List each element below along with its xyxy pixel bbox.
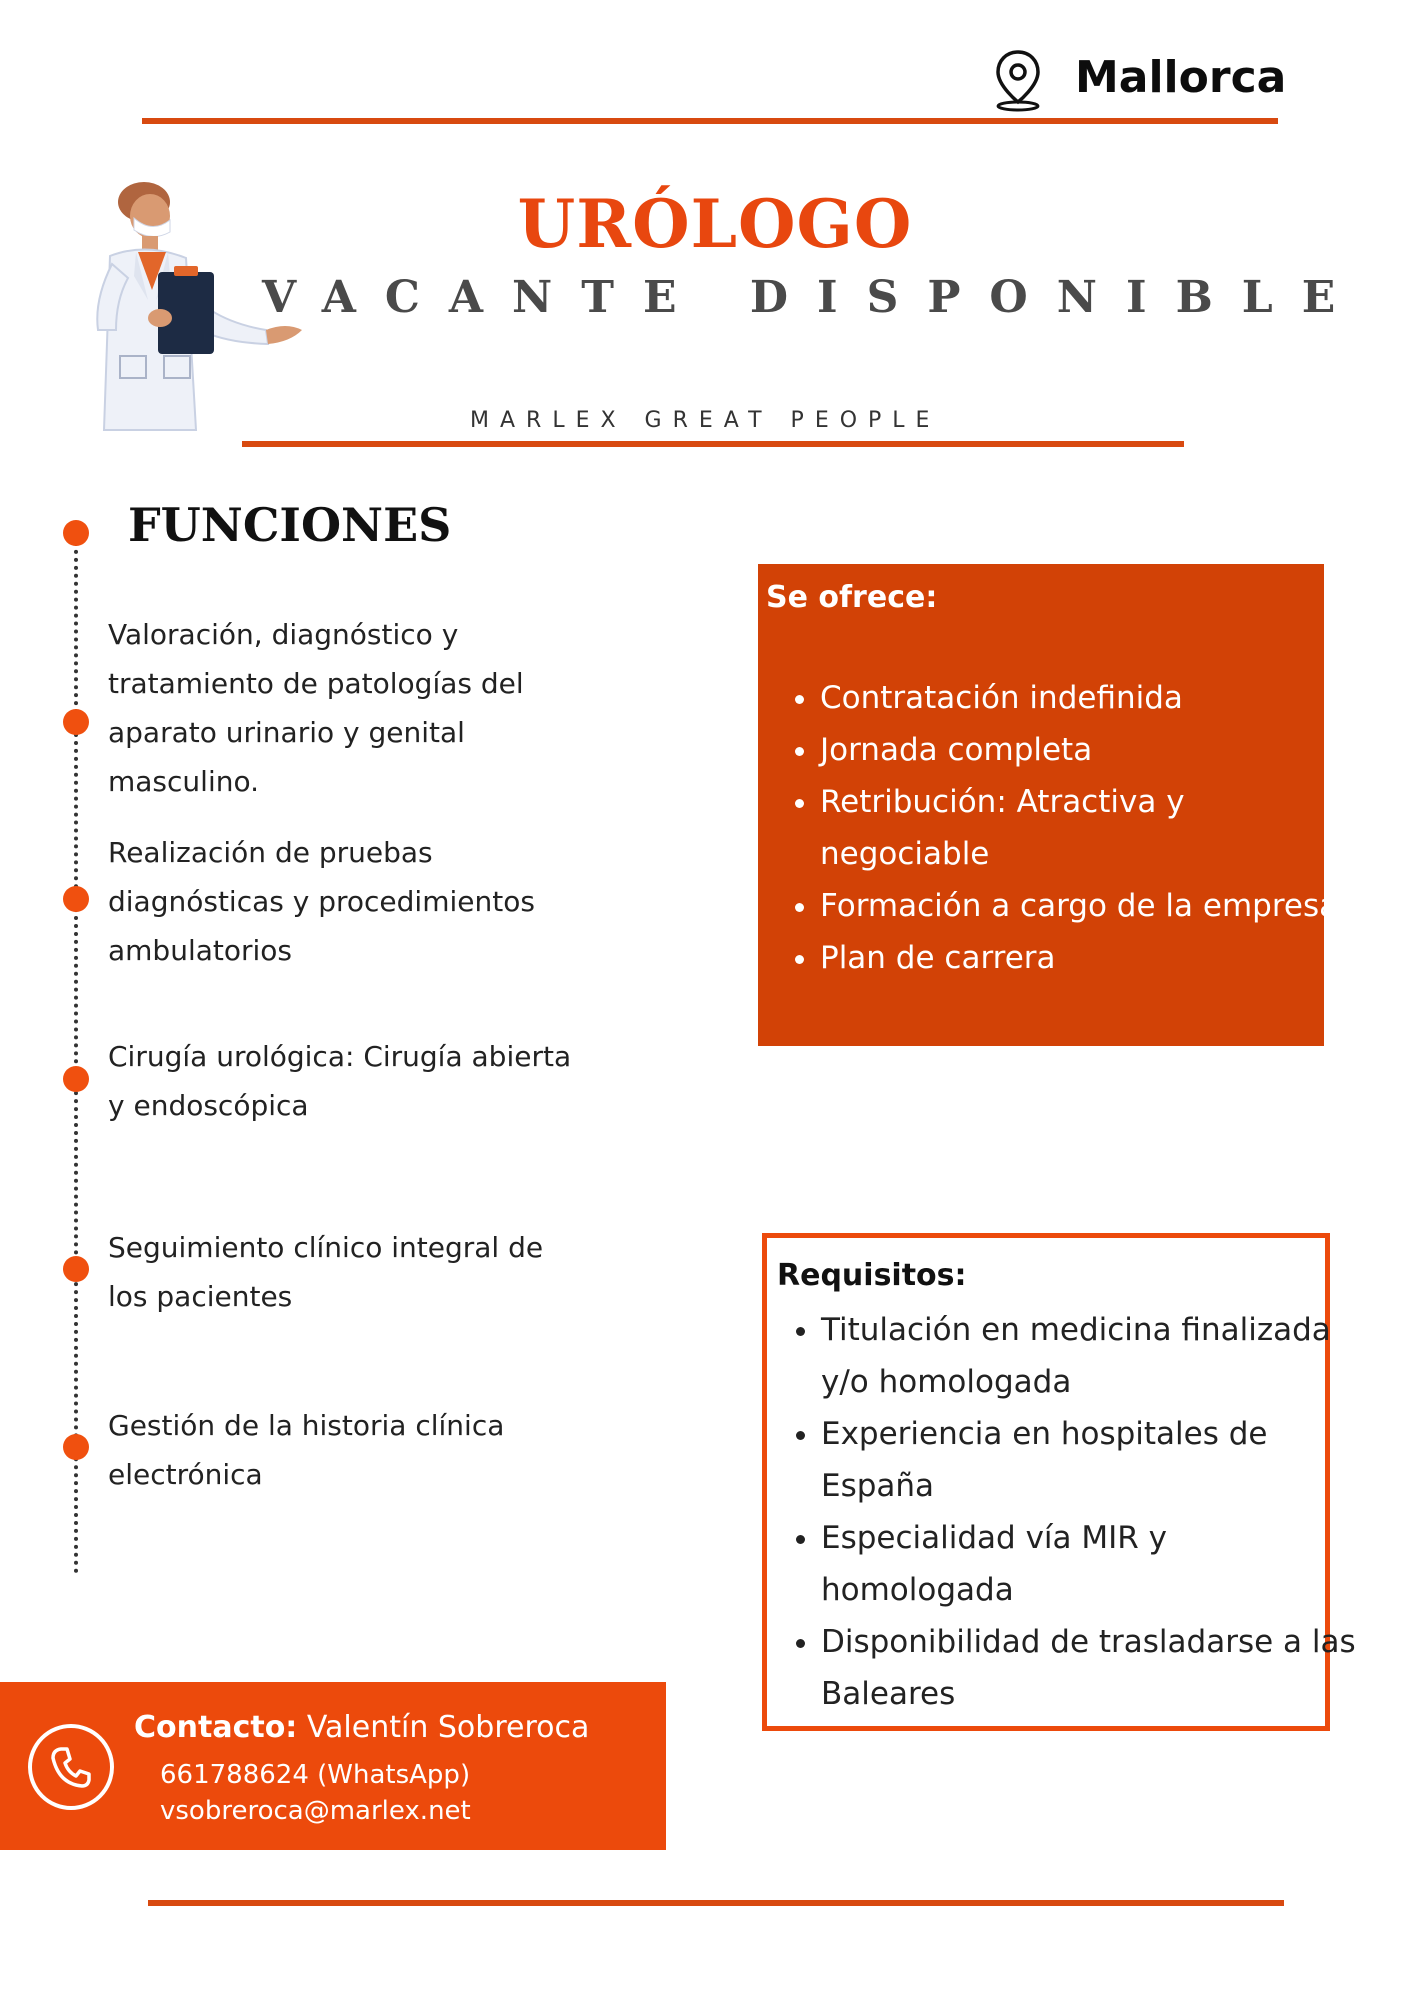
contact-email[interactable]: vsobreroca@marlex.net — [160, 1796, 471, 1826]
funcion-item: Valoración, diagnóstico y tratamiento de patologías del aparato urinario y genital masculino. — [108, 618, 524, 798]
requirements-box — [762, 1233, 1356, 1731]
page-title: URÓLOGO — [517, 185, 913, 263]
contact-name: Valentín Sobreroca — [306, 1710, 590, 1745]
location-label: Mallorca — [1075, 52, 1287, 103]
requirement-item: • Titulación en medicina finalizada y/o homologada — [821, 1304, 1361, 1408]
timeline-dot — [63, 886, 89, 912]
requirements-list — [783, 1304, 1361, 1720]
contact-panel — [0, 1682, 666, 1850]
offer-item: • Retribución: Atractiva y negociable — [820, 776, 1350, 880]
timeline-dot — [63, 1434, 89, 1460]
timeline-dot — [63, 709, 89, 735]
brand-name: MARLEX GREAT PEOPLE — [470, 408, 941, 433]
funcion-item: Realización de pruebas diagnósticas y procedimientos ambulatorios — [108, 836, 535, 967]
contact-phone[interactable]: 661788624 (WhatsApp) — [160, 1760, 471, 1790]
bottom-divider — [148, 1900, 1284, 1906]
offer-item: • Contratación indefinida — [820, 672, 1350, 724]
offer-item: • Formación a cargo de la empresa — [820, 880, 1350, 932]
requirement-item: • Especialidad vía MIR y homologada — [821, 1512, 1361, 1616]
contact-name-line — [134, 1710, 589, 1745]
header-divider — [242, 441, 1184, 447]
offer-heading: Se ofrece: — [766, 580, 938, 615]
funcion-item: Gestión de la historia clínica electrónica — [108, 1409, 505, 1491]
offer-item: • Plan de carrera — [820, 932, 1350, 984]
timeline-dot — [63, 1066, 89, 1092]
phone-icon[interactable] — [26, 1722, 116, 1812]
funcion-item: Seguimiento clínico integral de los pacientes — [108, 1231, 544, 1313]
contact-label: Contacto: — [134, 1710, 298, 1745]
page-subtitle: VACANTE DISPONIBLE — [262, 272, 1365, 323]
top-divider — [142, 118, 1278, 124]
map-pin-icon — [990, 48, 1046, 112]
timeline-dot — [63, 520, 89, 546]
offer-box — [758, 564, 1339, 1046]
timeline-line — [74, 534, 78, 1574]
offer-item: • Jornada completa — [820, 724, 1350, 776]
requirement-item: • Disponibilidad de trasladarse a las Baleares — [821, 1616, 1361, 1720]
timeline-dot — [63, 1256, 89, 1282]
offer-list — [778, 672, 1350, 984]
requirement-item: • Experiencia en hospitales de España — [821, 1408, 1361, 1512]
funcion-item: Cirugía urológica: Cirugía abierta y endoscópica — [108, 1040, 572, 1122]
requirements-heading: Requisitos: — [777, 1258, 967, 1293]
funciones-heading: FUNCIONES — [128, 498, 452, 552]
